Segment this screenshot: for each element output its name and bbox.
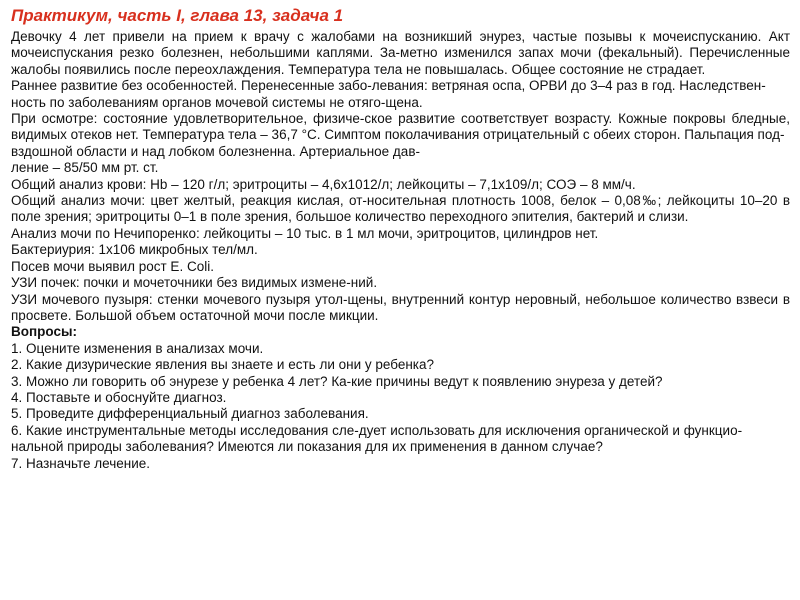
history-paragraph: Раннее развитие без особенностей. Перенесенные забо-левания: ветряная оспа, ОРВИ до 3–4 раз в год. Наследствен-ность по заболеваниям органов мочевой системы не отяго-щена. [11,78,766,110]
page-title: Практикум, часть I, глава 13, задача 1 [11,6,344,25]
exam-paragraph-cont: вздошной области и над лобком болезненна. Артериальное дав- [11,143,420,159]
exam-paragraph: При осмотре: состояние удовлетворительное, физиче-ское развитие соответствует возрасту. Кожные покровы бледные, видимых отеков нет. Температура тела – 36,7 °С. Симптом поколачивания отрицательный с обеих сторон. Пальпация под- [11,111,790,143]
bladder-ultrasound-paragraph: УЗИ мочевого пузыря: стенки мочевого пузыря утол-щены, внутренний контур неровный, небольшое количество взвеси в просвете. Большой объем остаточной мочи после микции. [11,291,790,323]
question-item: 6. Какие инструментальные методы исследования сле-дует использовать для исключения органической и функцио-нальной природы заболевания? Имеются ли показания для их применения в данном случае? [11,422,743,455]
question-item: 3. Можно ли говорить об энурезе у ребенка 4 лет? Ка-кие причины ведут к появлению энуреза у детей? [11,373,663,389]
question-item: 2. Какие дизурические явления вы знаете и есть ли они у ребенка? [11,357,435,373]
culture-line: Посев мочи выявил рост E. Coli. [11,258,214,274]
question-item: 4. Поставьте и обоснуйте диагноз. [11,389,227,405]
urine-test-paragraph: Общий анализ мочи: цвет желтый, реакция кислая, от-носительная плотность 1008, белок – 0,08‰; лейкоциты 10–20 в поле зрения; эритроциты 0–1 в поле зрения, большое количество переходного эпителия, бактерий и слизи. [11,193,790,225]
questions-heading: Вопросы: [11,324,77,340]
blood-test-paragraph: Общий анализ крови: Hb – 120 г/л; эритроциты – 4,6х1012/л; лейкоциты – 7,1х109/л; СОЭ – 8 мм/ч. [11,176,636,192]
kidney-ultrasound-line: УЗИ почек: почки и мочеточники без видимых измене-ний. [11,275,378,291]
blood-pressure-line: ление – 85/50 мм рт. ст. [11,160,159,176]
question-item: 5. Проведите дифференциальный диагноз заболевания. [11,406,369,422]
nechiporenko-paragraph: Анализ мочи по Нечипоренко: лейкоциты – 10 тыс. в 1 мл мочи, эритроцитов, цилиндров нет. [11,225,599,241]
bacteriuria-line: Бактериурия: 1х106 микробных тел/мл. [11,242,258,258]
case-body [11,29,790,472]
question-item: 1. Оцените изменения в анализах мочи. [11,340,264,356]
question-item: 7. Назначьте лечение. [11,455,151,471]
complaints-paragraph: Девочку 4 лет привели на прием к врачу с жалобами на возникший энурез, частые позывы к мочеиспусканию. Акт мочеиспускания резко болезнен, небольшими каплями. За-метно изменился запах мочи (фекальный). Перечисленные жалобы появились после переохлаждения. Температура тела не повышалась. Общее состояние не страдает. [11,29,790,77]
